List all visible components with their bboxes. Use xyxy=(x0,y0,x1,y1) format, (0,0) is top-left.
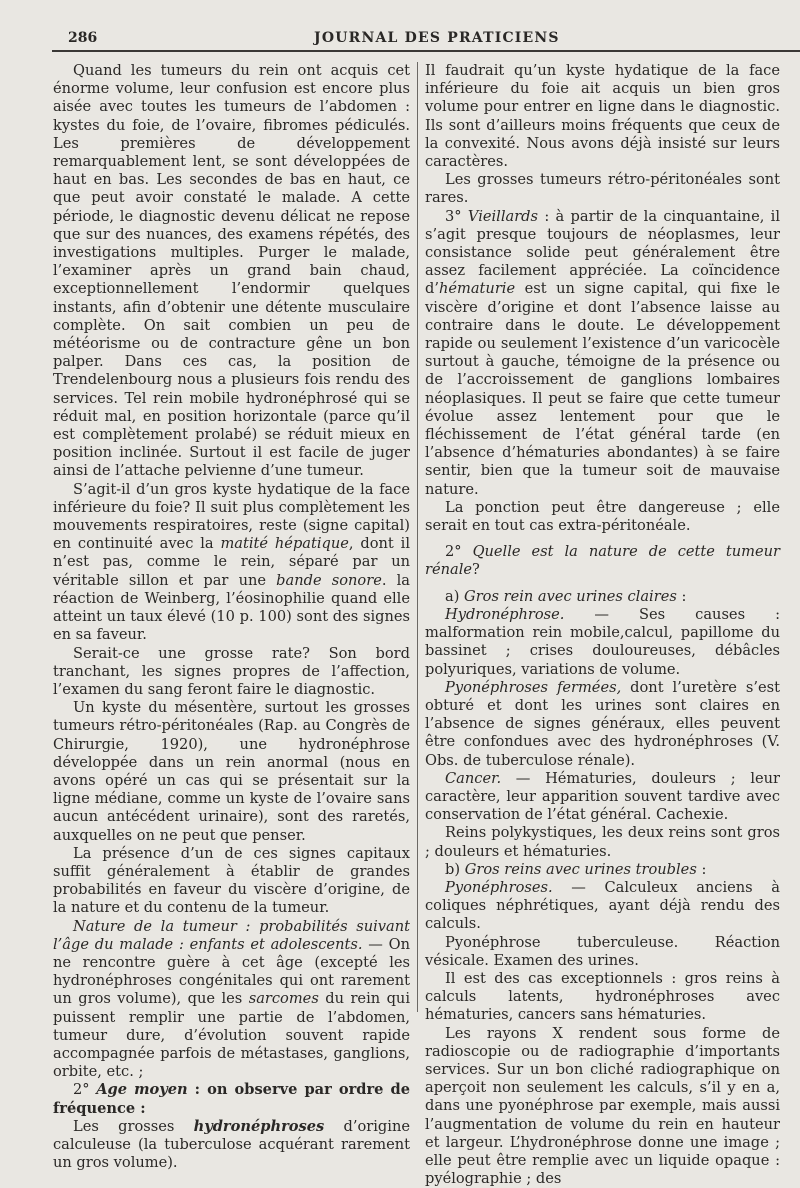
subheading: Cancer. xyxy=(445,769,502,787)
text-run: 2° xyxy=(73,1081,97,1099)
right-column xyxy=(425,62,780,1188)
text-run: 3° xyxy=(445,207,468,225)
text-run: : xyxy=(676,587,687,605)
text-run: a) xyxy=(445,587,465,605)
paragraph xyxy=(425,861,780,879)
paragraph xyxy=(425,770,780,825)
paragraph: Les grosses tumeurs rétro-péritonéales sont rares. xyxy=(425,171,780,207)
paragraph xyxy=(425,679,780,770)
text-run: — Hématuries, douleurs ; leur caractère, leur apparition souvent tardive avec conservation de l’état général. Cachexie. xyxy=(425,769,780,824)
text-run: S’agit-il d’un gros kyste hydatique de la face inférieure du foie? Il suit plus complètement les mouvements respiratoires, reste (signe capital) en continuité avec la xyxy=(53,480,410,553)
page-number: 286 xyxy=(68,30,98,46)
emphasis: hydronéphroses xyxy=(193,1117,325,1135)
paragraph xyxy=(425,879,780,934)
paragraph: Quand les tumeurs du rein ont acquis cet énorme volume, leur confusion est encore plus aisée avec toutes les tumeurs de l’abdomen : kystes du foie, de l’ovaire, fibromes pédiculés. Les premières de développement remarquablement lent, se sont développées de haut en bas. Les secondes de bas en haut, ce que peut avoir constaté le malade. A cette période, le diagnostic devenu délicat ne repose que sur des nuances, des examens répétés, des investigations multiples. Purger le malade, l’examiner après un grand bain chaud, exceptionnellement l’endormir quelques instants, afin d’obtenir une détente musculaire complète. On sait combien un peu de météorisme ou de contracture gêne un bon palper. Dans ces cas, la position de Trendelenbourg nous a plusieurs fois rendu des services. Tel rein mobile hydronéphrosé qui se réduit mal, en position horizontale (parce qu’il est complètement prolabé) se réduit mieux en position inclinée. Surtout il est facile de juger ainsi de l’attache pelvienne d’une tumeur. xyxy=(53,62,410,480)
paragraph xyxy=(53,1118,410,1173)
text-run: b) xyxy=(445,860,465,878)
section-heading: Gros rein avec urines claires xyxy=(464,587,677,605)
left-column xyxy=(53,62,410,1172)
paragraph: Serait-ce une grosse rate? Son bord tranchant, les signes propres de l’affection, l’examen du sang feront faire le diagnostic. xyxy=(53,644,410,698)
page-header xyxy=(52,28,800,52)
text-run: — Calculeux anciens à coliques néphrétiques, ayant déjà rendu des calculs. xyxy=(425,878,780,933)
text-run: . la réaction de Weinberg, l’éosinophilie quand elle atteint un taux élevé (10 p. 100) sont des signes en sa faveur. xyxy=(53,571,410,644)
paragraph: La présence d’un de ces signes capitaux suffit généralement à établir de grandes probabilités en faveur du viscère d’origine, de la nature et du contenu de la tumeur. xyxy=(53,844,410,917)
text-run: — Ses causes : malformation rein mobile,calcul, papillome du bassinet ; crises douloureuses, débâcles polyuriques, variations de volume. xyxy=(425,605,780,678)
emphasis: hématurie xyxy=(438,280,516,298)
section-heading: Quelle est la nature de cette tumeur rénale xyxy=(425,543,780,579)
text-run: Les grosses xyxy=(73,1117,194,1135)
paragraph xyxy=(425,543,780,579)
text-run: ? xyxy=(472,561,480,579)
text-run: — On ne rencontre guère à cet âge (excepté les hydronéphroses congénitales qui ont rarement un gros volume), que les xyxy=(53,935,410,1008)
emphasis: bande sonore xyxy=(276,571,382,589)
paragraph xyxy=(425,606,780,679)
section-heading: Vieillards xyxy=(467,207,539,225)
text-run: : on observe par ordre de fréquence : xyxy=(53,1081,410,1117)
paragraph: Les rayons X rendent sous forme de radioscopie ou de radiographie d’importants services. Sur un bon cliché radiographique on aperçoit non seulement les calculs, s’il y en a, dans une pyonéphrose par exemple, mais aussi l’augmentation de volume du rein en hauteur et largeur. L’hydronéphrose donne une image ; elle peut être remplie avec un liquide opaque : pyélographie ; des xyxy=(425,1024,780,1188)
paragraph: Il est des cas exceptionnels : gros reins à calculs latents, hydronéphroses avec hématuries, cancers sans hématuries. xyxy=(425,969,780,1024)
text-run: , dont il n’est pas, comme le rein, séparé par un véritable sillon et par une xyxy=(53,535,410,589)
paragraph xyxy=(53,918,410,1082)
subheading: Hydronéphrose. xyxy=(445,605,565,623)
text-run: dont l’uretère s’est obturé et dont les urines sont claires en l’absence de signes généraux, elles peuvent être confondues avec des hydronéphroses (V. Obs. de tuberculose rénale). xyxy=(425,678,781,769)
subheading: Pyonéphroses. xyxy=(445,878,553,896)
paragraph xyxy=(425,588,780,606)
text-run: du rein qui puissent remplir une partie de l’abdomen, tumeur dure, d’évolution souvent rapide accompagnée parfois de métastases, ganglions, orbite, etc. ; xyxy=(53,990,410,1081)
paragraph: La ponction peut être dangereuse ; elle serait en tout cas extra-péritonéale. xyxy=(425,498,780,535)
paragraph: Il faudrait qu’un kyste hydatique de la face inférieure du foie ait acquis un bien gros volume pour entrer en ligne dans le diagnostic. Ils sont d’ailleurs moins fréquents que ceux de la convexité. Nous avons déjà insisté sur leurs caractères. xyxy=(425,62,780,171)
text-run: 2° xyxy=(445,543,473,561)
paragraph: Un kyste du mésentère, surtout les grosses tumeurs rétro-péritonéales (Rap. au Congrès de Chirurgie, 1920), une hydronéphrose développée dans un rein anormal (nous en avons opéré un cas qui se présentait sur la ligne médiane, comme un kyste de l’ovaire sans aucun antécédent urinaire), sont des raretés, auxquelles on ne peut que penser. xyxy=(53,699,410,844)
paragraph: Pyonéphrose tuberculeuse. Réaction vésicale. Examen des urines. xyxy=(425,933,780,969)
paragraph xyxy=(53,481,410,645)
section-heading: Age moyen xyxy=(96,1081,188,1099)
paragraph: Reins polykystiques, les deux reins sont gros ; douleurs et hématuries. xyxy=(425,824,780,860)
emphasis: matité hépatique xyxy=(220,535,349,553)
text-run: est un signe capital, qui fixe le viscère d’origine et dont l’absence laisse au contraire dans le doute. Le développement rapide ou seulement l’existence d’un varicocèle surtout à gauche, témoigne de la présence ou de l’accroissement de ganglions lombaires néoplasiques. Il peut se faire que cette tumeur évolue assez lentement pour que le fléchissement de l’état général tarde (en l’absence d’hématuries abondantes) à se faire sentir, bien que la tumeur soit de mauvaise nature. xyxy=(425,280,780,498)
column-divider xyxy=(417,62,418,1012)
text-run: : à partir de la cinquantaine, il s’agit presque toujours de néoplasmes, leur consistance solide peut généralement être assez facilement appréciée. La coïncidence d’ xyxy=(425,207,780,298)
text-run: : xyxy=(696,860,707,878)
paragraph xyxy=(53,1081,410,1117)
journal-title: JOURNAL DES PRATICIENS xyxy=(314,30,560,46)
section-heading: Gros reins avec urines troubles xyxy=(464,860,697,878)
paragraph xyxy=(425,208,780,499)
section-heading: Nature de la tumeur : probabilités suivant l’âge du malade : enfants et adolescents. xyxy=(53,917,410,953)
subheading: Pyonéphroses fermées, xyxy=(445,678,622,696)
text-run: d’origine calculeuse (la tuberculose acquérant rarement un gros volume). xyxy=(53,1117,410,1172)
emphasis: sarcomes xyxy=(248,990,319,1008)
